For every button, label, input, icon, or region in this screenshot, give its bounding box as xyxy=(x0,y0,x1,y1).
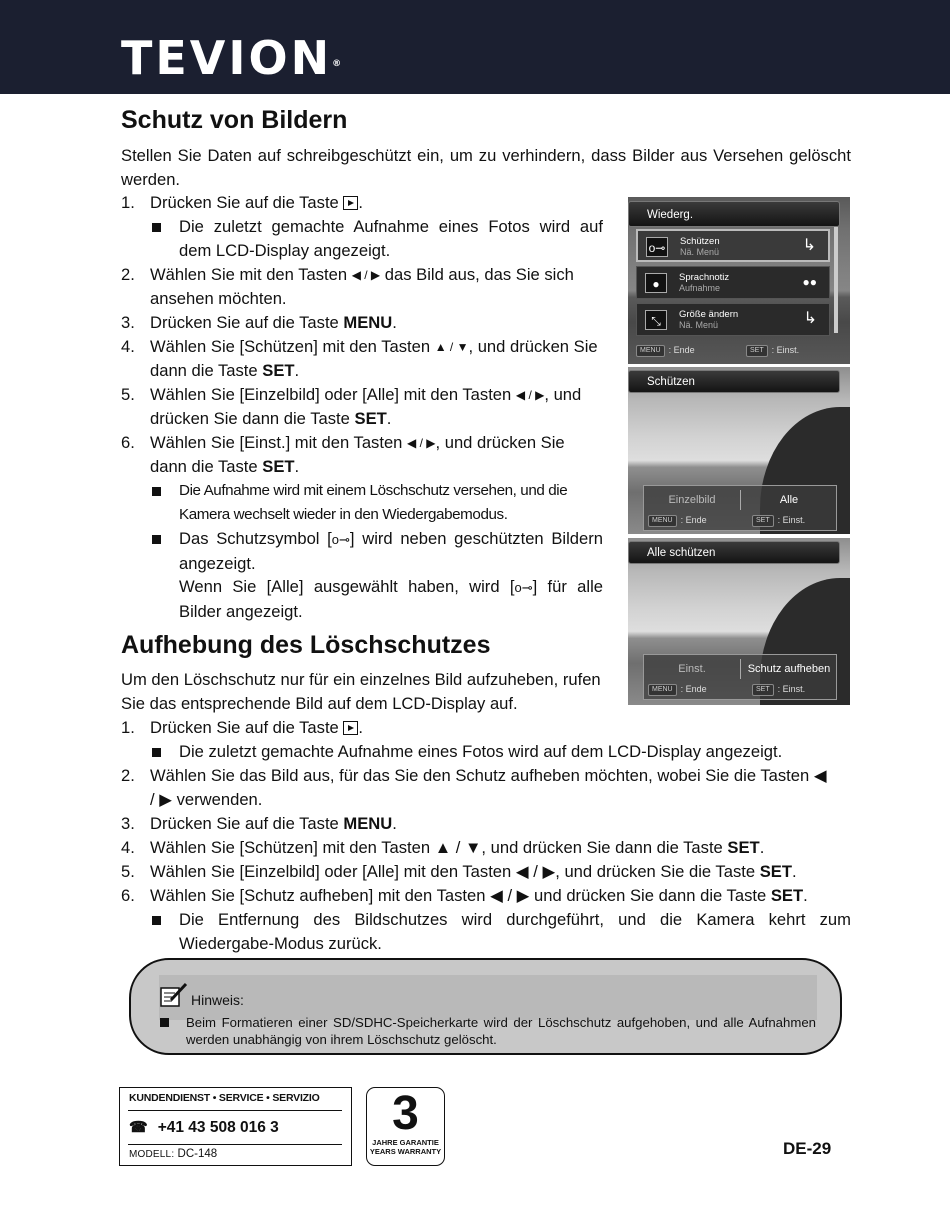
model-label: MODELL: xyxy=(129,1149,175,1160)
note-text: Beim Formatieren einer SD/SDHC-Speicherkarte wird der Löschschutz aufgehoben, und alle Aufnahmen werden unabhängig von ihrem Löschschutz gelöscht. xyxy=(186,1015,816,1047)
bullet-text: Die zuletzt gemachte Aufnahme eines Fotos wird auf dem LCD-Display angezeigt. xyxy=(179,217,603,260)
option-set: Einst. xyxy=(644,659,741,679)
option-single-image: Einzelbild xyxy=(644,490,741,510)
bullet-text: Die Aufnahme wird mit einem Löschschutz versehen, und die Kamera wechselt wieder in den Wiedergabemodus. xyxy=(179,482,568,523)
divider xyxy=(128,1110,342,1111)
step-text: Wählen Sie [Schützen] mit den Tasten ▲ / ▼, und drücken Sie dann die Taste xyxy=(150,838,728,857)
phone-icon: ☎ xyxy=(129,1119,148,1136)
enter-arrow-icon: ↳ xyxy=(803,310,817,327)
brand-name: TEVION xyxy=(121,31,333,85)
step-number: 3. xyxy=(121,313,135,332)
step-number: 4. xyxy=(121,337,135,356)
choice-panel xyxy=(643,654,837,700)
step-text-end: . xyxy=(358,718,364,737)
model-number: DC-148 xyxy=(177,1148,218,1160)
menu-key-label: MENU xyxy=(343,313,393,332)
screen-footer xyxy=(636,341,840,359)
bullet-square xyxy=(152,223,161,232)
step-text-end: . xyxy=(294,361,300,380)
screen-title: Schützen xyxy=(628,370,840,393)
step-text: Drücken Sie auf die Taste xyxy=(150,193,344,212)
step-6-bullet-a xyxy=(152,479,603,527)
section-title-unprotect: Aufhebung des Löschschutzes xyxy=(121,631,491,659)
footer-exit-label: : Ende xyxy=(680,684,707,694)
step-text-end: . xyxy=(392,313,397,332)
service-phone xyxy=(129,1118,279,1137)
section1-intro: Stellen Sie Daten auf schreibgeschützt ein, um zu verhindern, dass Bilder aus Versehen gelöscht werden. xyxy=(121,146,851,189)
set-key-chip: SET xyxy=(752,515,774,527)
step-number: 4. xyxy=(121,838,135,857)
warranty-text xyxy=(367,1138,444,1156)
set-key-chip: SET xyxy=(746,345,768,357)
record-icon: ●● xyxy=(802,275,817,289)
menu-item-sublabel: Aufnahme xyxy=(679,283,721,293)
bullet-square xyxy=(152,535,161,544)
set-key-label: SET xyxy=(262,361,295,380)
unprotect-step-6-bullet xyxy=(152,908,851,956)
step-text: Wählen Sie [Schutz aufheben] mit den Tasten ◀ / ▶ und drücken Sie dann die Taste xyxy=(150,886,771,905)
step-2 xyxy=(121,263,603,311)
step-text-mid: , und drücken Sie dann die Taste xyxy=(150,433,565,476)
bullet-text: Das Schutzsymbol [ xyxy=(179,529,332,548)
step-text-end: das Bild aus, das Sie sich ansehen möchten. xyxy=(150,265,574,308)
brand-logo xyxy=(121,31,342,85)
enter-arrow-icon: ↳ xyxy=(802,237,816,254)
resize-icon: ⤡ xyxy=(645,310,667,330)
bullet-text-end: ] wird neben geschützten Bildern angezeigt. xyxy=(179,529,603,573)
set-key-label: SET xyxy=(770,886,804,905)
screen-title: Alle schützen xyxy=(628,541,840,564)
menu-item-label: Größe ändern xyxy=(679,309,739,320)
camera-screen-protect-all xyxy=(628,538,850,705)
option-all: Alle xyxy=(779,494,799,506)
bullet-square xyxy=(152,916,161,925)
unprotect-step-1-bullet xyxy=(152,740,852,764)
arrow-left-right-icon: ◀ / ▶ xyxy=(515,388,545,402)
microphone-icon: ● xyxy=(645,273,667,293)
step-text: Drücken Sie auf die Taste xyxy=(150,718,344,737)
page-number: DE-29 xyxy=(783,1139,832,1158)
menu-key-label: MENU xyxy=(343,814,393,833)
step-6-bullet-b2 xyxy=(152,575,603,623)
step-text: Wählen Sie [Einst.] mit den Tasten xyxy=(150,433,408,452)
menu-item-sublabel: Nä. Menü xyxy=(680,247,720,257)
step-text: Wählen Sie mit den Tasten xyxy=(150,265,352,284)
step-4 xyxy=(121,335,603,383)
play-button-icon xyxy=(343,721,358,735)
step-text: Drücken Sie auf die Taste xyxy=(150,313,344,332)
step-text: Wählen Sie [Einzelbild] oder [Alle] mit den Tasten xyxy=(150,385,516,404)
bullet-square xyxy=(160,1018,169,1027)
set-key-label: SET xyxy=(759,862,792,881)
step-6 xyxy=(121,431,603,479)
model-info xyxy=(129,1148,217,1160)
unprotect-step-2 xyxy=(121,764,851,812)
menu-item-sublabel: Nä. Menü xyxy=(679,320,719,330)
step-number: 5. xyxy=(121,862,135,881)
step-text: Wählen Sie das Bild aus, für das Sie den Schutz aufheben möchten, wobei Sie die Tasten ◀ xyxy=(150,766,827,785)
screen-title: Wiederg. xyxy=(628,201,840,227)
set-key-label: SET xyxy=(727,838,760,857)
key-icon: o⊸ xyxy=(646,237,668,257)
step-text: Drücken Sie auf die Taste xyxy=(150,814,344,833)
set-key-chip: SET xyxy=(752,684,774,696)
unprotect-step-6: 6. Wählen Sie [Schutz aufheben] mit den Tasten ◀ / ▶ und drücken Sie dann die Taste SET. xyxy=(121,884,851,908)
step-text: Wählen Sie [Schützen] mit den Tasten xyxy=(150,337,435,356)
footer-exit-label: : Ende xyxy=(668,345,695,355)
menu-key-chip: MENU xyxy=(636,345,665,357)
phone-number: +41 43 508 016 3 xyxy=(157,1119,279,1136)
menu-item-resize xyxy=(636,303,830,336)
unprotect-step-1 xyxy=(121,716,851,740)
step-number: 2. xyxy=(121,265,135,284)
menu-key-chip: MENU xyxy=(648,684,677,696)
menu-item-label: Sprachnotiz xyxy=(679,272,730,283)
screen-footer xyxy=(648,681,834,697)
note-box xyxy=(129,958,842,1055)
set-key-label: SET xyxy=(262,457,295,476)
step-number: 2. xyxy=(121,766,135,785)
footer-set-label: : Einst. xyxy=(777,684,806,694)
step-text-end: . xyxy=(294,457,300,476)
footer-set-label: : Einst. xyxy=(771,345,800,355)
unprotect-step-5: 5. Wählen Sie [Einzelbild] oder [Alle] mit den Tasten ◀ / ▶, und drücken Sie die Taste SET. xyxy=(121,860,851,884)
step-5 xyxy=(121,383,603,431)
step-number: 1. xyxy=(121,193,135,212)
step-text-end: . xyxy=(386,409,392,428)
step-text: Wählen Sie [Einzelbild] oder [Alle] mit den Tasten ◀ / ▶, und drücken Sie die Taste xyxy=(150,862,760,881)
arrow-up-down-icon: ▲ / ▼ xyxy=(434,340,469,354)
bullet-text-end: ] für alle Bilder angezeigt. xyxy=(179,577,603,621)
bullet-square xyxy=(152,487,161,496)
menu-item-label: Schützen xyxy=(680,236,720,247)
divider xyxy=(128,1144,342,1145)
bullet-square xyxy=(152,748,161,757)
step-number: 1. xyxy=(121,718,135,737)
bullet-text: Die zuletzt gemachte Aufnahme eines Fotos wird auf dem LCD-Display angezeigt. xyxy=(179,742,783,761)
arrow-left-right-icon: ◀ / ▶ xyxy=(407,436,436,450)
section2-intro: Um den Löschschutz nur für ein einzelnes Bild aufzuheben, rufen Sie das entsprechende Bild auf dem LCD-Display auf. xyxy=(121,670,601,713)
key-icon: o⊸ xyxy=(514,580,533,595)
note-pencil-icon xyxy=(159,982,189,1008)
section-title-protect: Schutz von Bildern xyxy=(121,106,348,134)
step-text-end: . xyxy=(358,193,364,212)
service-box xyxy=(119,1087,352,1166)
step-text-mid: , und drücken Sie dann die Taste xyxy=(150,385,582,428)
step-number: 6. xyxy=(121,433,135,452)
option-unprotect: Schutz aufheben xyxy=(747,663,831,675)
play-button-icon xyxy=(343,196,358,210)
menu-key-chip: MENU xyxy=(648,515,677,527)
step-text-mid: , und drücken Sie dann die Taste xyxy=(150,337,598,380)
unprotect-step-3: 3. Drücken Sie auf die Taste MENU. xyxy=(121,812,851,836)
warranty-years: 3 xyxy=(392,1087,419,1140)
step-text-cont: / ▶ verwenden. xyxy=(150,790,263,809)
step-1 xyxy=(121,191,603,215)
step-number: 5. xyxy=(121,385,135,404)
header-bar xyxy=(0,0,950,94)
key-icon: o⊸ xyxy=(331,532,350,547)
note-title: Hinweis: xyxy=(191,992,244,1008)
bullet-text: Wenn Sie [Alle] ausgewählt haben, wird [ xyxy=(179,577,515,596)
warranty-badge xyxy=(366,1087,445,1166)
step-3 xyxy=(121,311,603,335)
menu-item-protect xyxy=(636,229,830,262)
set-key-label: SET xyxy=(354,409,387,428)
choice-panel xyxy=(643,485,837,531)
step-6-bullet-b xyxy=(152,527,603,575)
warranty-line-en: YEARS WARRANTY xyxy=(369,1147,442,1156)
step-1-bullet xyxy=(152,215,603,263)
footer-set-label: : Einst. xyxy=(777,515,806,525)
warranty-line-de: JAHRE GARANTIE xyxy=(372,1138,439,1147)
step-number: 6. xyxy=(121,886,135,905)
menu-scrollbar xyxy=(834,227,838,333)
menu-item-voice-memo xyxy=(636,266,830,299)
camera-screen-protect xyxy=(628,367,850,534)
camera-screen-playback-menu xyxy=(628,197,850,364)
screen-footer xyxy=(648,512,834,528)
bullet-text: Die Entfernung des Bildschutzes wird durchgeführt, und die Kamera kehrt zum Wiedergabe-Modus zurück. xyxy=(179,910,851,953)
unprotect-step-4: 4. Wählen Sie [Schützen] mit den Tasten ▲ / ▼, und drücken Sie dann die Taste SET. xyxy=(121,836,851,860)
footer-exit-label: : Ende xyxy=(680,515,707,525)
service-heading: KUNDENDIENST • SERVICE • SERVIZIO xyxy=(129,1092,320,1104)
arrow-left-right-icon: ◀ / ▶ xyxy=(351,268,381,282)
step-number: 3. xyxy=(121,814,135,833)
registered-mark: ® xyxy=(332,59,342,69)
